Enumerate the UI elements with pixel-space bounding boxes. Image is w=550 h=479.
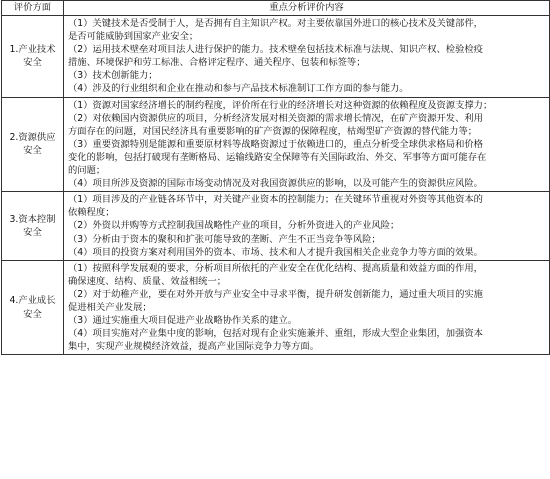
content-line: 的问题； — [68, 165, 106, 177]
table-row — [2, 16, 550, 98]
content-line: （2）对依赖国内资源供应的项目，分析经济发展对相关资源的需求增长情况，在矿产资源开发、利用 — [68, 112, 483, 124]
content-line: （1）按照科学发展观的要求，分析项目所依托的产业安全在优化结构、提高质量和效益方面的作用， — [68, 262, 483, 274]
aspect-cell — [2, 16, 64, 98]
content-line: 集中，实现产业规模经济效益，提高产业国际竞争力等方面。 — [68, 341, 320, 353]
content-line: 方面存在的问题，对国民经济具有重要影响的矿产资源的保障程度，枯竭型矿产资源的替代能力等； — [68, 125, 478, 137]
content-line: 措施、环境保护和劳工标准、合格评定程序、通关程序、包装和标签等； — [68, 57, 366, 69]
content-line: （1）关键技术是否受制于人，是否拥有自主知识产权。对主要依靠国外进口的核心技术及关键部件， — [68, 18, 483, 29]
content-line: （2）对于幼稚产业，要在对外开放与产业安全中寻求平衡，提升研发创新能力，通过重大项目的实施 — [68, 288, 483, 300]
content-line: （2）外资以并购等方式控制我国战略性产业的项目，分析外资进入的产业风险； — [68, 220, 400, 232]
aspect-label: 2.资源供应安全 — [9, 132, 56, 157]
content-line: 依赖程度； — [68, 207, 115, 219]
aspect-cell — [2, 260, 64, 355]
content-line: 变化的影响，包括打破现有垄断格局、运输线路安全保障等有关国际政治、外交、军事等方面可能存在 — [68, 151, 487, 163]
aspect-label: 4.产业成长安全 — [9, 295, 56, 320]
content-line: （3）技术创新能力； — [68, 70, 158, 82]
aspect-cell — [2, 192, 64, 260]
header-aspect: 评价方面 — [2, 1, 64, 16]
content-line: （3）通过实施重大项目促进产业战略协作关系的建立。 — [68, 315, 298, 327]
table-row — [2, 97, 550, 192]
content-line: （4）涉及的行业组织和企业在推动和参与产品技术标准制订工作方面的参与能力。 — [68, 83, 409, 95]
table-header-row — [2, 1, 550, 16]
aspect-cell — [2, 97, 64, 192]
content-cell — [64, 192, 550, 260]
aspect-label: 3.资本控制安全 — [9, 213, 56, 238]
aspect-label: 1.产业技术安全 — [9, 44, 56, 69]
evaluation-table — [1, 0, 550, 355]
content-line: （3）分析由于资本的聚积和扩张可能导致的垄断、产生不正当竞争等风险； — [68, 233, 381, 245]
content-line: （2）运用技术壁垒对项目法人进行保护的能力。技术壁垒包括技术标准与法规、知识产权、检验检疫 — [68, 44, 483, 56]
content-cell — [64, 16, 550, 98]
content-line: （1）项目涉及的产业链各环节中，对关键产业资本的控制能力；在关键环节重视对外资等其他资本的 — [68, 194, 483, 206]
content-line: 确保速度、结构、质量、效益相统一； — [68, 275, 227, 287]
table-row — [2, 260, 550, 355]
content-line: （4）项目所涉及资源的国际市场变动情况及对我国资源供应的影响，以及可能产生的资源供应风险。 — [68, 178, 483, 190]
content-cell — [64, 97, 550, 192]
table-row — [2, 192, 550, 260]
content-line: （3）重要资源特别是能源和重要原材料等战略资源过于依赖进口的，重点分析受全球供求格局和价格 — [68, 138, 483, 150]
content-line: 促进相关产业发展； — [68, 301, 152, 313]
content-line: 是否可能威胁到国家产业安全； — [68, 31, 199, 43]
header-content: 重点分析评价内容 — [64, 1, 550, 16]
content-line: （4）项目的投资方案对利用国外的资本、市场、技术和人才提升我国相关企业竞争力等方面的效果。 — [68, 246, 483, 258]
content-line: （1）资源对国家经济增长的制约程度，评价所在行业的经济增长对这种资源的依赖程度及资源支撑力； — [68, 99, 493, 111]
content-line: （4）项目实施对产业集中度的影响，包括对现有企业实施兼并、重组，形成大型企业集团，加强资本 — [68, 328, 483, 340]
content-cell — [64, 260, 550, 355]
